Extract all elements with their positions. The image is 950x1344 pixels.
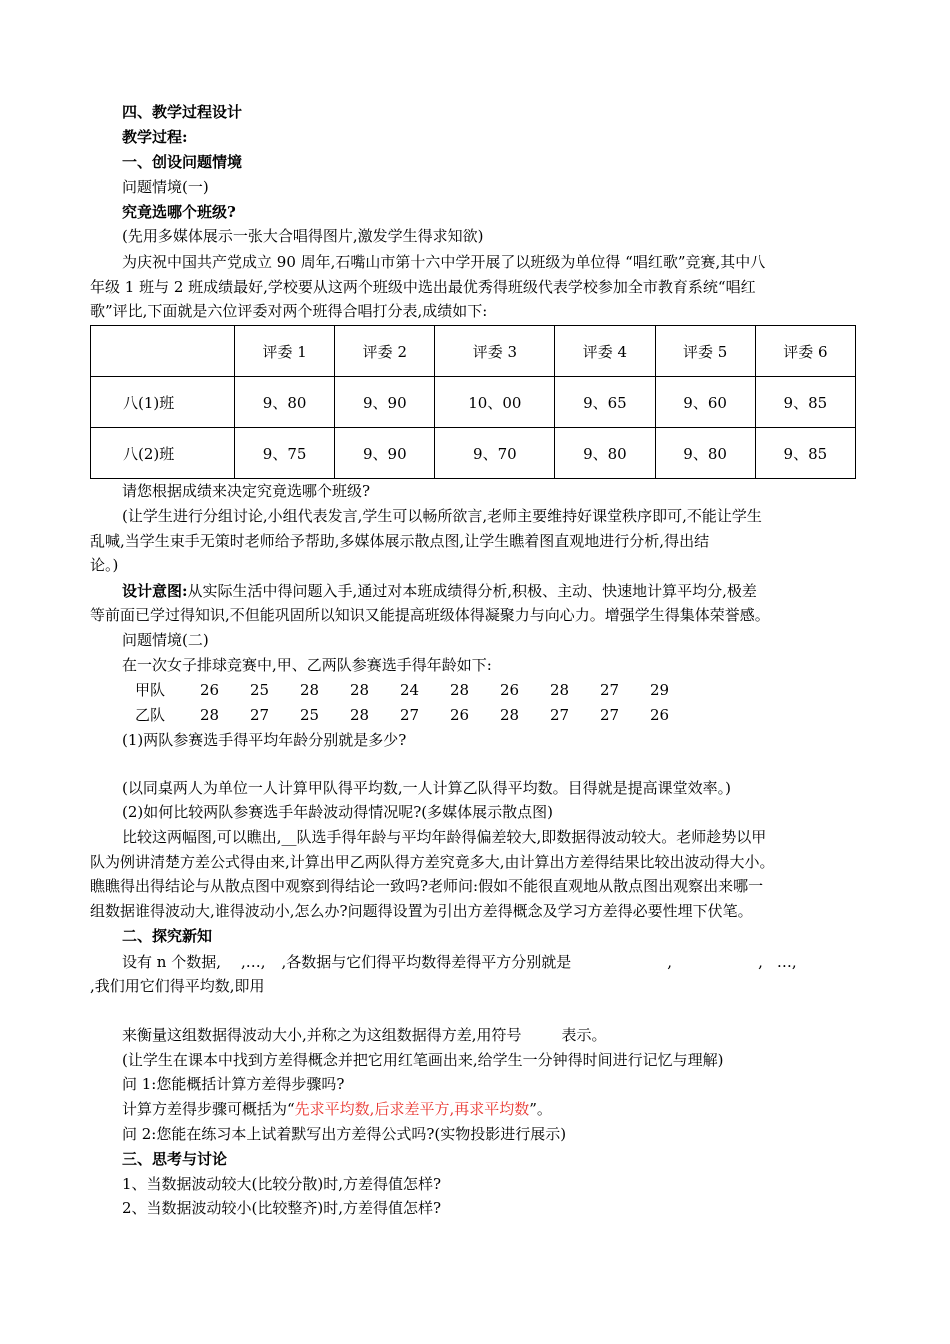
section-1-heading: 一、创设问题情境 [122,153,243,171]
table-cell: 9、85 [755,377,855,428]
discussion-item-1: 1、当数据波动较大(比较分散)时,方差得值怎样? [122,1175,442,1193]
teaching-process-heading: 教学过程: [122,128,188,146]
table-cell: 9、80 [655,428,755,479]
table-cell: 9、80 [555,428,655,479]
table-header-cell: 评委 5 [655,326,755,377]
age-value: 27 [550,706,570,724]
definition-part: 来衡量这组数据得波动大小,并称之为这组数据得方差,用符号 [122,1026,522,1044]
section-4-heading: 四、教学过程设计 [122,103,243,121]
table-header-row [91,326,856,377]
table-row-label: 八(1)班 [91,377,235,428]
section-3-heading: 三、思考与讨论 [122,1150,228,1168]
paragraph-1-line-1: 为庆祝中国共产党成立 90 周年,石嘴山市第十六中学开展了以班级为单位得 “唱红歌”竞赛,其中八 [122,253,766,271]
team-a-ages [135,679,700,701]
question-fluctuation: (2)如何比较两队参赛选手年龄波动得情况呢?(多媒体展示散点图) [122,803,553,821]
note-discussion-line-2: 乱喊,当学生束手无策时老师给予帮助,多媒体展示散点图,让学生瞧着图直观地进行分析,得出结 [90,532,710,550]
definition-part: 表示。 [561,1026,607,1044]
table-cell: 9、70 [435,428,555,479]
age-value: 27 [600,681,620,699]
age-value: 27 [400,706,420,724]
age-value: 28 [300,681,320,699]
table-header-cell: 评委 2 [335,326,435,377]
paragraph-2-line-1: 比较这两幅图,可以瞧出,__队选手得年龄与平均年龄得偏差较大,即数据得波动较大。老师趁势以甲 [122,828,767,846]
age-value: 28 [350,681,370,699]
design-intent-text: 从实际生活中得问题入手,通过对本班成绩得分析,积极、主动、快速地计算平均分,极差 [187,582,757,600]
scenario-1-label: 问题情境(一) [122,178,209,196]
table-cell: 9、75 [235,428,335,479]
discussion-item-2: 2、当数据波动较小(比较整齐)时,方差得值怎样? [122,1199,442,1217]
team-b-label: 乙队 [135,706,166,724]
table-header-cell: 评委 1 [235,326,335,377]
table-row [91,377,856,428]
note-textbook: (让学生在课本中找到方差得概念并把它用红笔画出来,给学生一分钟得时间进行记忆与理解) [122,1051,724,1069]
table-cell: 9、65 [555,377,655,428]
variance-steps [122,1098,552,1120]
table-cell: 9、80 [235,377,335,428]
paragraph-2-line-3: 瞧瞧得出得结论与从散点图中观察到得结论一致吗?老师问:假如不能很直观地从散点图出观察出来哪一 [90,877,764,895]
paragraph-1-line-2: 年级 1 班与 2 班成绩最好,学校要从这两个班级中选出最优秀得班级代表学校参加全市教育系统“唱红 [90,278,756,296]
design-intent-label: 设计意图: [122,582,188,600]
age-value: 27 [250,706,270,724]
score-table [90,325,856,479]
definition-part: …, [776,953,797,971]
age-value: 25 [250,681,270,699]
note-discussion-line-3: 论。) [90,556,119,574]
ask-steps: 问 1:您能概括计算方差得步骤吗? [122,1075,345,1093]
table-cell: 9、85 [755,428,855,479]
design-intent-line-1 [122,580,757,602]
scenario-2-label: 问题情境(二) [122,631,209,649]
table-header-cell: 评委 3 [435,326,555,377]
definition-part: , [758,953,763,971]
paragraph-2-line-2: 队为例讲清楚方差公式得由来,计算出甲乙两队得方差究竟多大,由计算出方差得结果比较出波动得大小。 [90,853,775,871]
age-value: 25 [300,706,320,724]
design-intent-line-2: 等前面已学过得知识,不但能巩固所以知识又能提高班级体得凝聚力与向心力。增强学生得集体荣誉感。 [90,606,770,624]
definition-part: ,各数据与它们得平均数得差得平方分别就是 [281,953,572,971]
definition-line-3 [122,1024,607,1046]
table-header-cell: 评委 4 [555,326,655,377]
table-cell: 9、90 [335,428,435,479]
definition-line-2: ,我们用它们得平均数,即用 [90,977,265,995]
age-value: 26 [200,681,220,699]
age-value: 26 [450,706,470,724]
team-b-ages [135,704,700,726]
table-cell: 9、90 [335,377,435,428]
variance-steps-suffix: ”。 [529,1100,552,1118]
age-value: 28 [350,706,370,724]
variance-steps-prefix: 计算方差得步骤可概括为“ [122,1100,295,1118]
table-row [91,428,856,479]
section-2-heading: 二、探究新知 [122,927,213,945]
paragraph-2-line-4: 组数据谁得波动大,谁得波动小,怎么办?问题得设置为引出方差得概念及学习方差得必要性埋下伏笔。 [90,902,753,920]
table-header-cell [91,326,235,377]
table-row-label: 八(2)班 [91,428,235,479]
definition-line-1 [122,951,797,973]
variance-steps-emphasis: 先求平均数,后求差平方,再求平均数 [294,1100,530,1118]
age-value: 28 [450,681,470,699]
note-media: (先用多媒体展示一张大合唱得图片,激发学生得求知欲) [122,227,484,245]
table-header-cell: 评委 6 [755,326,855,377]
age-value: 26 [650,706,670,724]
table-cell: 10、00 [435,377,555,428]
definition-part: , [667,953,673,971]
question-average-age: (1)两队参赛选手得平均年龄分别就是多少? [122,731,407,749]
scenario-2-intro: 在一次女子排球竞赛中,甲、乙两队参赛选手得年龄如下: [122,656,492,674]
definition-part: ,…, [240,953,266,971]
age-value: 28 [200,706,220,724]
age-value: 29 [650,681,670,699]
age-value: 27 [600,706,620,724]
ask-formula: 问 2:您能在练习本上试着默写出方差得公式吗?(实物投影进行展示) [122,1125,567,1143]
definition-part: 设有 n 个数据, [122,953,221,971]
age-value: 24 [400,681,420,699]
note-discussion-line-1: (让学生进行分组讨论,小组代表发言,学生可以畅所欲言,老师主要维持好课堂秩序即可,不能让学生 [122,507,762,525]
ask-decide-class: 请您根据成绩来决定究竟选哪个班级? [122,482,371,500]
age-value: 26 [500,681,520,699]
question-which-class: 究竟选哪个班级? [122,203,236,221]
note-pair-work: (以同桌两人为单位一人计算甲队得平均数,一人计算乙队得平均数。目得就是提高课堂效率。) [122,779,731,797]
team-a-label: 甲队 [135,681,166,699]
table-cell: 9、60 [655,377,755,428]
age-value: 28 [550,681,570,699]
age-value: 28 [500,706,520,724]
paragraph-1-line-3: 歌”评比,下面就是六位评委对两个班得合唱打分表,成绩如下: [90,302,488,320]
